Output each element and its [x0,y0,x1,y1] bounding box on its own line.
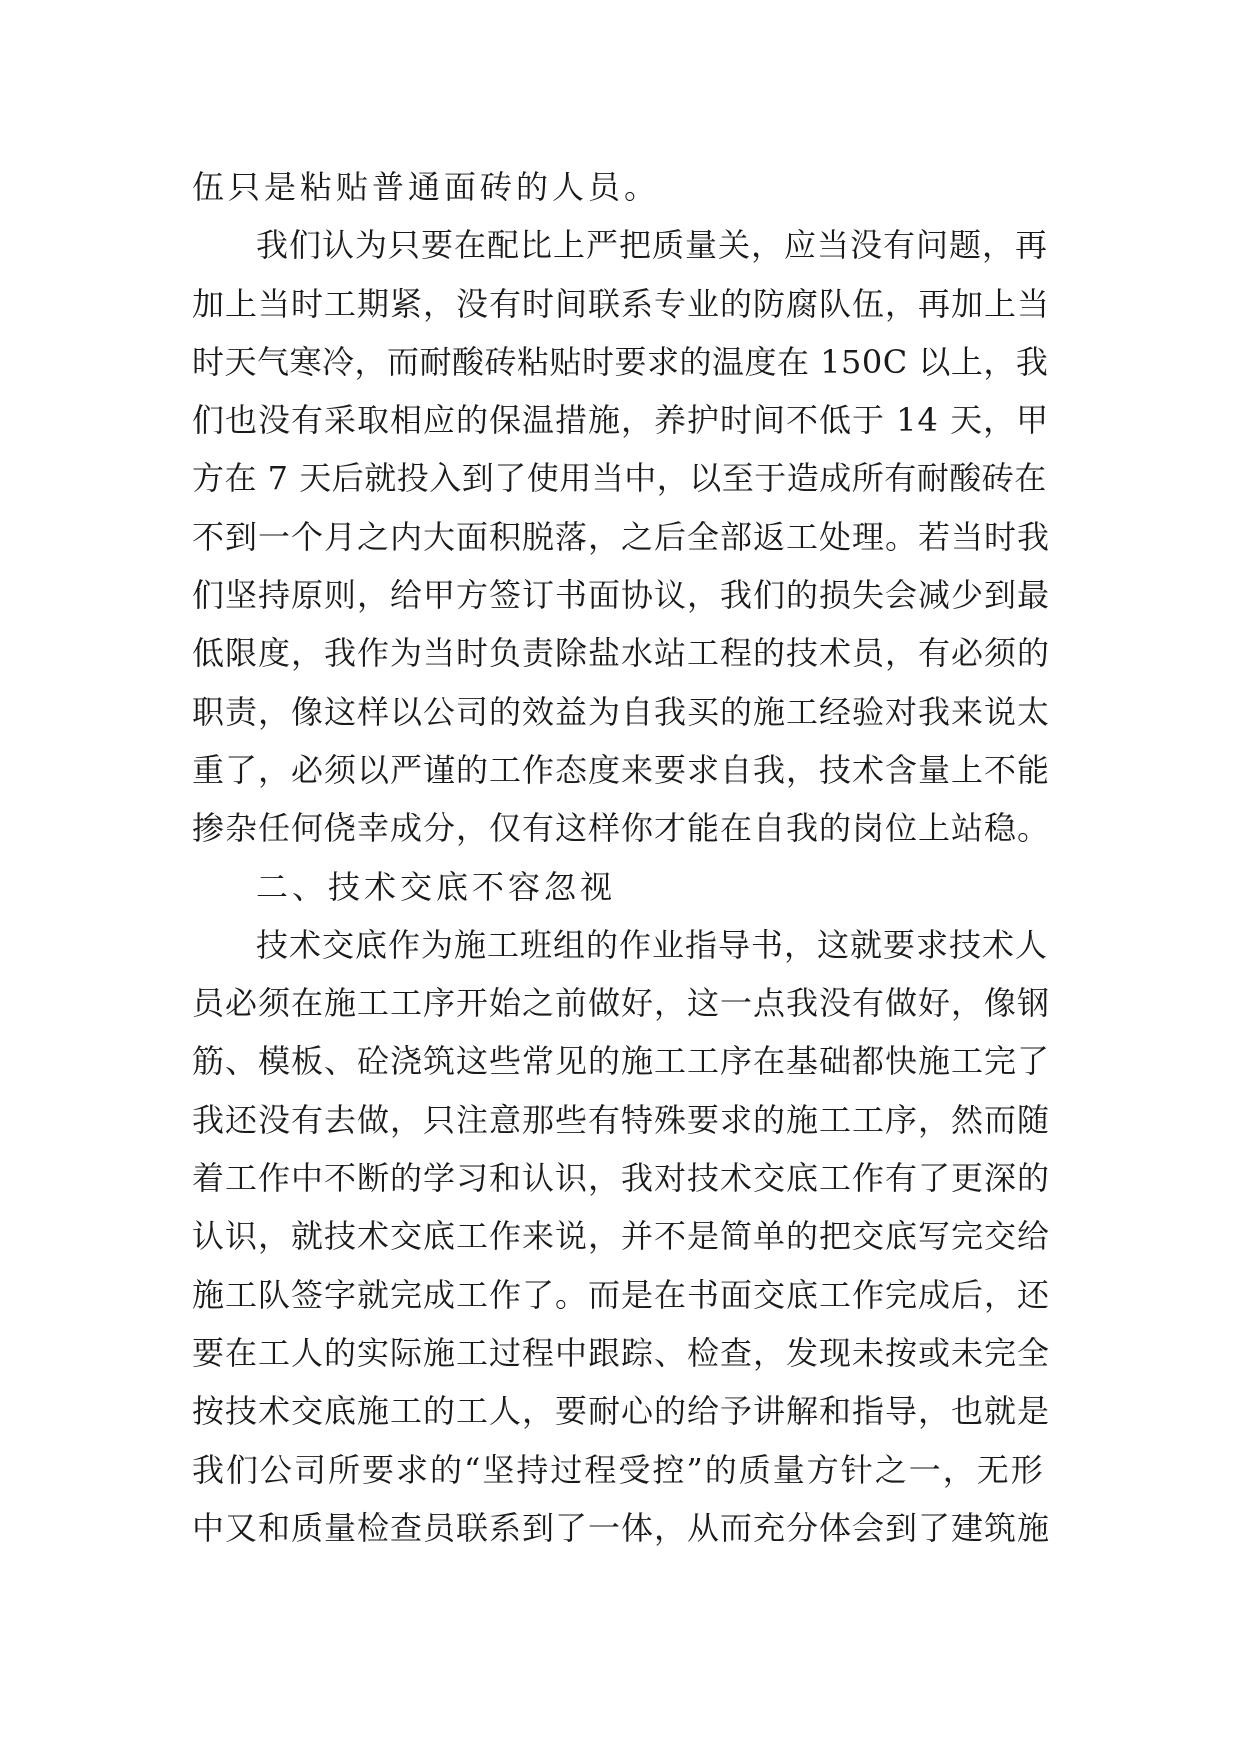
text-line: 中又和质量检查员联系到了一体，从而充分体会到了建筑施 [192,1508,1051,1547]
text-line: 低限度，我作为当时负责除盐水站工程的技术员，有必须的 [192,634,1051,673]
text-line: 我还没有去做，只注意那些有特殊要求的施工工序，然而随 [192,1100,1051,1139]
text-line: 员必须在施工工序开始之前做好，这一点我没有做好，像钢 [192,984,1051,1023]
text-line: 们也没有采取相应的保温措施，养护时间不低于 14 天，甲 [192,401,1050,440]
text-line: 认识，就技术交底工作来说，并不是简单的把交底写完交给 [192,1217,1051,1256]
text-line: 我们认为只要在配比上严把质量关，应当没有问题，再 [256,226,1049,265]
text-line: 技术交底作为施工班组的作业指导书，这就要求技术人 [256,925,1049,964]
text-line: 们坚持原则，给甲方签订书面协议，我们的损失会减少到最 [192,576,1051,615]
text-line: 不到一个月之内大面积脱落，之后全部返工处理。若当时我 [192,517,1051,556]
text-line: 加上当时工期紧，没有时间联系专业的防腐队伍，再加上当 [192,284,1051,323]
text-line: 筋、模板、砼浇筑这些常见的施工工序在基础都快施工完了 [192,1042,1051,1081]
text-line: 我们公司所要求的“坚持过程受控”的质量方针之一，无形 [192,1450,1045,1489]
text-line: 二、技术交底不容忽视 [256,867,617,906]
text-line: 施工队签字就完成工作了。而是在书面交底工作完成后，还 [192,1275,1051,1314]
text-line: 伍只是粘贴普通面砖的人员。 [192,168,661,206]
text-line: 着工作中不断的学习和认识，我对技术交底工作有了更深的 [192,1159,1051,1198]
text-line: 要在工人的实际施工过程中跟踪、检查，发现未按或未完全 [192,1333,1051,1372]
text-line: 方在 7 天后就投入到了使用当中，以至于造成所有耐酸砖在 [192,459,1047,498]
text-line: 重了，必须以严谨的工作态度来要求自我，技术含量上不能 [192,750,1051,789]
text-line: 职责，像这样以公司的效益为自我买的施工经验对我来说太 [192,692,1051,731]
text-line: 按技术交底施工的工人，要耐心的给予讲解和指导，也就是 [192,1392,1051,1431]
text-line: 掺杂任何侥幸成分，仅有这样你才能在自我的岗位上站稳。 [192,809,1051,848]
text-line: 时天气寒冷，而耐酸砖粘贴时要求的温度在 150C 以上，我 [192,342,1049,381]
document-body [192,158,1052,1557]
